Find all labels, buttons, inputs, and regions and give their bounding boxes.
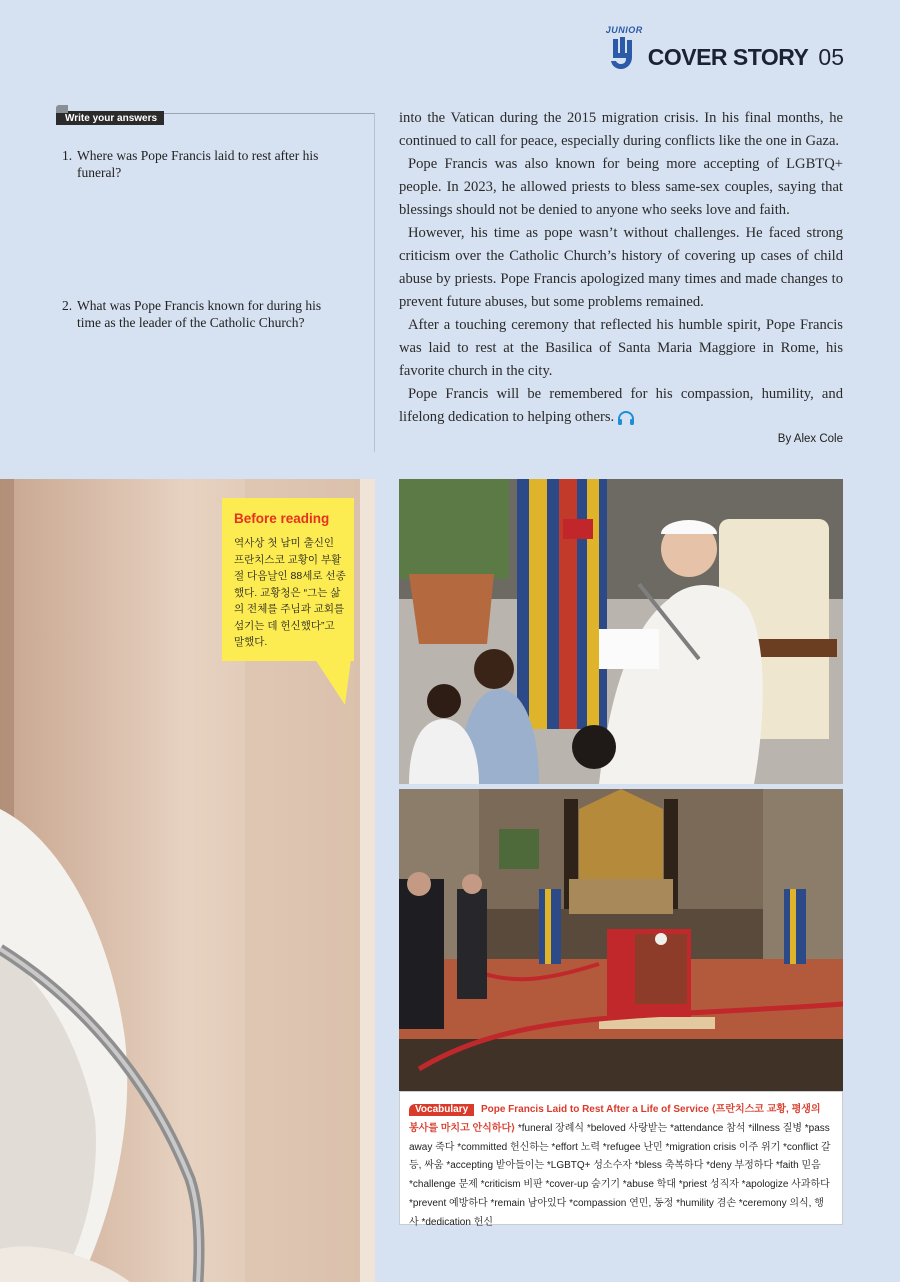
- question-1: [62, 147, 322, 181]
- page-header: [605, 25, 844, 74]
- junior-hand-logo-icon: [610, 37, 636, 71]
- page-number: 05: [818, 43, 844, 70]
- article-paragraph: Pope Francis was also known for being more accepting of LGBTQ+ people. In 2023, he allowed priests to bless same-sex couples, saying that blessings should not be denied to anyone who seeks love and faith.: [399, 156, 843, 218]
- question-number: 2.: [62, 298, 73, 313]
- vocabulary-body: *funeral 장례식 *beloved 사랑받는 *attendance 참석 *illness 질병 *pass away 죽다 *committed 헌신하는 *effort 노력 *refugee 난민 *migration crisis 이주 위기 *conflict 갈등, 싸움 *accepting 받아들이는 *LGBTQ+ 성소수자 *bless 축복하다 *deny 부정하다 *faith 믿음 *challenge 문제 *criticism 비판 *cover-up 숨기기 *abuse 학대 *priest 성직자 *apologize 사과하다 *prevent 예방하다 *remain 남아있다 *compassion 연민, 동정 *humility 겸손 *ceremony 의식, 행사 *dedication 헌신: [409, 1122, 831, 1228]
- basilica-lying-in-state-photo: [399, 789, 843, 1091]
- before-reading-title: Before reading: [234, 511, 330, 526]
- question-text: What was Pope Francis known for during his time as the leader of the Catholic Church?: [77, 298, 322, 330]
- article-body: [399, 107, 843, 429]
- question-number: 1.: [62, 148, 73, 163]
- answers-box: [56, 113, 375, 452]
- section-title: COVER STORY: [647, 43, 809, 70]
- question-2: [62, 297, 322, 331]
- question-text: Where was Pope Francis laid to rest after his funeral?: [77, 148, 319, 180]
- article-paragraph: After a touching ceremony that reflected his humble spirit, Pope Francis was laid to rest at the Basilica of Santa Maria Maggiore in Rome, his favorite church in the city.: [399, 317, 843, 379]
- vocabulary-title: Pope Francis Laid to Rest After a Life of Service ⟨프란치스코 교황, 평생의 봉사를 마치고 안식하다⟩: [409, 1104, 821, 1134]
- article-paragraph: into the Vatican during the 2015 migration crisis. In his final months, he continued to call for peace, especially during conflicts like the one in Gaza.: [399, 110, 843, 149]
- vocabulary-tag: Vocabulary: [409, 1104, 474, 1116]
- before-reading-note: [222, 498, 354, 661]
- headphones-icon[interactable]: [617, 410, 635, 426]
- answers-tab: Write your answers: [56, 111, 164, 125]
- junior-logo: [605, 25, 643, 73]
- byline: By Alex Cole: [777, 433, 843, 445]
- article-paragraph: However, his time as pope wasn’t without challenges. He faced strong criticism over the Catholic Church’s history of covering up cases of child abuse by priests. Pope Francis apologized many times and made changes to prevent future abuses, but some problems remained.: [399, 225, 843, 310]
- article-last-paragraph: [399, 383, 843, 429]
- pope-audience-photo: [399, 479, 843, 784]
- vocabulary-box: [399, 1091, 843, 1228]
- before-reading-text: 역사상 첫 남미 출신인 프란치스코 교황이 부활절 다음날인 88세로 선종했다. 교황청은 “그는 삶의 전체를 주님과 교회를 섬기는 데 헌신했다”고 말했다.: [234, 537, 346, 648]
- brand-small-label: JUNIOR: [605, 25, 643, 35]
- article-paragraph: Pope Francis will be remembered for his compassion, humility, and lifelong dedication to helping others.: [399, 386, 843, 425]
